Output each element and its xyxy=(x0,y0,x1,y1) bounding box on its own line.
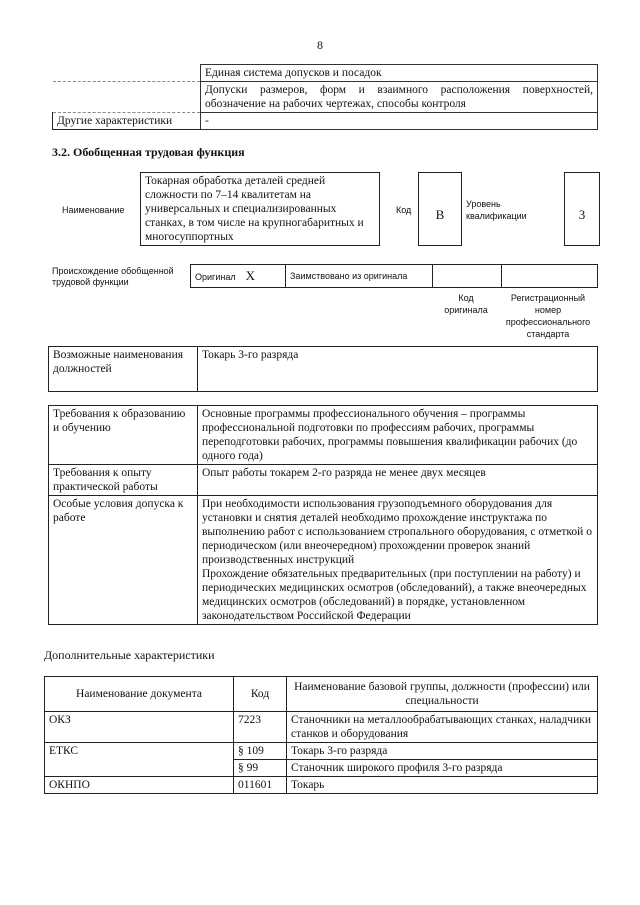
positions-value: Токарь 3-го разряда xyxy=(198,347,598,392)
requirement-paragraph: При необходимости использования грузоподъемного оборудования для установки и снятия деталей необходимо прохождение инструктажа по выполнению работ с использованием стропального оборудования, с отметкой о периодическом (или внеочередном) прохождении проверок знаний производственных инструкций xyxy=(202,498,592,566)
cell-doc: ОКЗ xyxy=(45,712,234,743)
requirement-label: Требования к образованию и обучению xyxy=(49,406,198,465)
origin-code-cell xyxy=(433,265,502,288)
table-cell-label xyxy=(53,65,201,82)
table-row xyxy=(45,760,598,777)
origin-original-mark: X xyxy=(245,268,255,283)
table-cell-value: - xyxy=(201,113,598,130)
table-row xyxy=(49,347,598,392)
cell-doc: ЕТКС xyxy=(45,743,234,760)
requirement-label: Особые условия допуска к работе xyxy=(49,496,198,625)
table-row xyxy=(191,265,598,288)
table-row xyxy=(45,777,598,794)
header-doc: Наименование документа xyxy=(45,677,234,712)
table-row xyxy=(49,465,598,496)
origin-original-label: Оригинал xyxy=(195,272,236,282)
additional-table xyxy=(44,676,598,794)
positions-label: Возможные наименования должностей xyxy=(49,347,198,392)
table-row xyxy=(45,712,598,743)
cell-code: 011601 xyxy=(234,777,287,794)
table-cell-value: Допуски размеров, форм и взаимного расположения поверхностей, обозначение на рабочих чертежах, способы контроля xyxy=(201,82,598,113)
page-number: 8 xyxy=(317,38,323,52)
origin-reg-caption: Регистрационный номер профессионального стандарта xyxy=(505,293,591,339)
requirement-value: Опыт работы токарем 2-го разряда не менее двух месяцев xyxy=(198,465,598,496)
requirement-value xyxy=(198,496,598,625)
origin-table xyxy=(190,264,598,288)
table-cell-label: Другие характеристики xyxy=(53,113,201,130)
function-name-box: Токарная обработка деталей средней сложности по 7–14 квалитетам на универсальных и специализированных станках, в том числе на крупногабаритных и многосуппортных xyxy=(140,172,380,246)
cell-name: Станочник широкого профиля 3-го разряда xyxy=(287,760,598,777)
name-label: Наименование xyxy=(62,205,125,215)
cell-name: Токарь 3-го разряда xyxy=(287,743,598,760)
table-row xyxy=(53,113,598,130)
cell-code: 7223 xyxy=(234,712,287,743)
positions-table xyxy=(48,346,598,392)
header-name: Наименование базовой группы, должности (профессии) или специальности xyxy=(287,677,598,712)
requirement-paragraph: Прохождение обязательных предварительных (при поступлении на работу) и периодических медицинских осмотров (обследований), а также внеочередных медицинских осмотров (обследований) в порядке, установленном законодательством Российской Федерации xyxy=(202,568,587,622)
table-header-row xyxy=(45,677,598,712)
cell-doc: ОКНПО xyxy=(45,777,234,794)
table-row xyxy=(45,743,598,760)
top-table xyxy=(52,64,598,130)
origin-label: Происхождение обобщенной трудовой функции xyxy=(52,266,174,287)
table-row xyxy=(49,406,598,465)
requirements-table xyxy=(48,405,598,625)
section-title: 3.2. Обобщенная трудовая функция xyxy=(52,145,245,159)
requirement-label: Требования к опыту практической работы xyxy=(49,465,198,496)
table-row xyxy=(53,65,598,82)
cell-code: § 99 xyxy=(234,760,287,777)
table-row xyxy=(49,496,598,625)
cell-doc xyxy=(45,760,234,777)
table-cell-value: Единая система допусков и посадок xyxy=(201,65,598,82)
cell-name: Станочники на металлообрабатывающих станках, наладчики станков и оборудования xyxy=(287,712,598,743)
cell-name: Токарь xyxy=(287,777,598,794)
origin-borrowed-cell: Заимствовано из оригинала xyxy=(286,265,433,288)
origin-code-caption: Код оригинала xyxy=(444,293,488,315)
table-row xyxy=(53,82,598,113)
cell-code: § 109 xyxy=(234,743,287,760)
level-label: Уровень квалификации xyxy=(466,199,527,221)
function-code-box: B xyxy=(418,172,462,246)
requirement-value: Основные программы профессионального обучения – программы профессиональной подготовки по профессиям рабочих, программы переподготовки рабочих, программы повышения квалификации рабочих (до одного года) xyxy=(198,406,598,465)
table-cell-label xyxy=(53,82,201,113)
function-level-box: 3 xyxy=(564,172,600,246)
origin-original-cell xyxy=(191,265,286,288)
header-code: Код xyxy=(234,677,287,712)
origin-reg-cell xyxy=(502,265,598,288)
code-label: Код xyxy=(396,205,412,215)
additional-title: Дополнительные характеристики xyxy=(44,648,215,662)
